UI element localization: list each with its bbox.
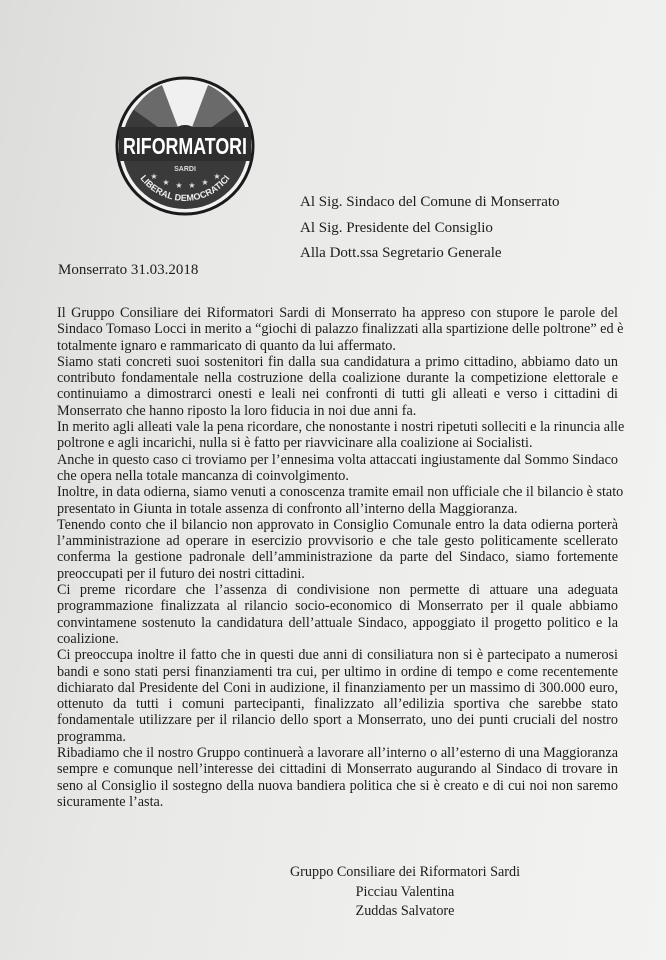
svg-text:★: ★ <box>201 178 209 187</box>
text-line: bandi e sono stati persi finanziamenti tra cui, per ultimo in ordine di tempo e come recentemente <box>57 663 618 680</box>
signature-name-2: Zuddas Salvatore <box>355 903 455 919</box>
text-line: fondamentale utilizzare per il rilancio dello sport a Monserrato, uno dei punti cruciali del nostro <box>57 712 618 729</box>
paragraph <box>57 484 624 517</box>
addressee-mayor: Al Sig. Sindaco del Comune di Monserrato <box>300 194 560 210</box>
text-line: ottenuto da tutti i comuni partecipanti, finalizzato all’edilizia sportiva che sarebbe stato <box>57 696 618 713</box>
text-line: l’amministrazione ad operare in esercizio provvisorio e che tale gesto politicamente scellerato <box>57 533 618 550</box>
svg-text:★: ★ <box>150 172 158 181</box>
paragraph <box>57 419 625 452</box>
text-line: Ci preme ricordare che l’assenza di condivisione non permette di attuare una adeguata <box>57 582 618 599</box>
paragraph <box>57 354 618 419</box>
text-line: Monserrato che hanno riposto la loro fiducia in noi due anni fa. <box>57 402 417 419</box>
riformatori-sardi-logo <box>114 75 256 217</box>
svg-text:RIFORMATORI: RIFORMATORI <box>123 133 247 159</box>
paragraph <box>57 517 618 582</box>
text-line: continuiamo a dimostrarci onesti e leali nei confronti di tutti gli alleati e verso i cittadini di <box>57 386 618 403</box>
text-line: poltrone e agli incarichi, nulla si è fatto per riavvicinare alla coalizione ai Socialisti. <box>57 435 533 452</box>
paragraph <box>57 582 618 647</box>
svg-text:LIBERAL DEMOCRATICI: LIBERAL DEMOCRATICI <box>138 173 232 204</box>
svg-text:★: ★ <box>162 178 170 187</box>
text-line: Ribadiamo che il nostro Gruppo continuerà a lavorare all’interno o all’esterno di una Maggioranza <box>57 745 618 762</box>
text-line: programmazione finalizzata al rilancio socio-economico di Monserrato per il quale abbiamo <box>57 598 618 615</box>
text-line: presentato in Giunta in totale assenza di confronto all’interno della Maggioranza. <box>57 500 518 517</box>
text-line: Sindaco Tomaso Locci in merito a “giochi di palazzo finalizzati alla spartizione delle poltrone” ed è <box>57 321 624 338</box>
text-line: che opera nella totale mancanza di coinvolgimento. <box>57 467 349 484</box>
text-line: dichiarato dal Presidente del Coni in audizione, il finanziamento per un massimo di 300.000 euro, <box>57 679 618 696</box>
addressee-president: Al Sig. Presidente del Consiglio <box>300 220 493 236</box>
text-line: Anche in questo caso ci troviamo per l’ennesima volta attaccati ingiustamente dal Sommo Sindaco <box>57 451 618 468</box>
text-line: Siamo stati concreti suoi sostenitori fin dalla sua candidatura a primo cittadino, abbiamo dato un <box>57 353 618 370</box>
text-line: Inoltre, in data odierna, siamo venuti a conoscenza tramite email non ufficiale che il bilancio è stato <box>57 484 624 501</box>
addressee-secretary: Alla Dott.ssa Segretario Generale <box>300 245 502 261</box>
text-line: coalizione. <box>57 630 119 647</box>
svg-text:★: ★ <box>188 181 196 190</box>
text-line: conferma la gestione padronale dell’amministrazione da parte del Sindaco, siamo fortemente <box>57 549 618 566</box>
paragraph <box>57 745 618 810</box>
signature-name-1: Picciau Valentina <box>355 884 455 900</box>
letter-date: Monserrato 31.03.2018 <box>58 262 199 278</box>
signature-group: Gruppo Consiliare dei Riformatori Sardi <box>289 864 521 880</box>
text-line: Il Gruppo Consiliare dei Riformatori Sardi di Monserrato ha appreso con stupore le parole del <box>57 305 618 321</box>
letter-body <box>57 305 625 810</box>
paragraph <box>57 452 618 485</box>
text-line: totalmente ignaro e rammaricato di quanto da lui affermato. <box>57 337 396 354</box>
svg-text:★: ★ <box>213 172 221 181</box>
text-line: contributo fondamentale nella costruzione della coalizione durante la competizione elettorale e <box>57 370 618 387</box>
text-line: sicuramente l’asta. <box>57 793 164 810</box>
text-line: programma. <box>57 728 126 745</box>
text-line: Ci preoccupa inoltre il fatto che in questi due anni di consiliatura non si è partecipato a numerosi <box>57 647 618 664</box>
text-line: convintamene sostenuto la candidatura dell’attuale Sindaco, appoggiato il progetto politico e la <box>57 614 618 631</box>
svg-text:SARDI: SARDI <box>174 166 196 173</box>
text-line: Tenendo conto che il bilancio non approvato in Consiglio Comunale entro la data odierna porterà <box>57 516 618 533</box>
text-line: preoccupati per il futuro dei nostri cittadini. <box>57 565 305 582</box>
text-line: seno al Consiglio il sostegno della nuova bandiera politica che si è creato e di cui noi non saremo <box>57 777 618 794</box>
text-line: sempre e comunque nell’interesse dei cittadini di Monserrato augurando al Sindaco di trovare in <box>57 761 618 778</box>
svg-text:★: ★ <box>175 181 183 190</box>
paragraph <box>57 647 618 745</box>
text-line: In merito agli alleati vale la pena ricordare, che nonostante i nostri ripetuti solleciti e la rinuncia alle <box>57 419 625 436</box>
paragraph <box>57 305 624 354</box>
